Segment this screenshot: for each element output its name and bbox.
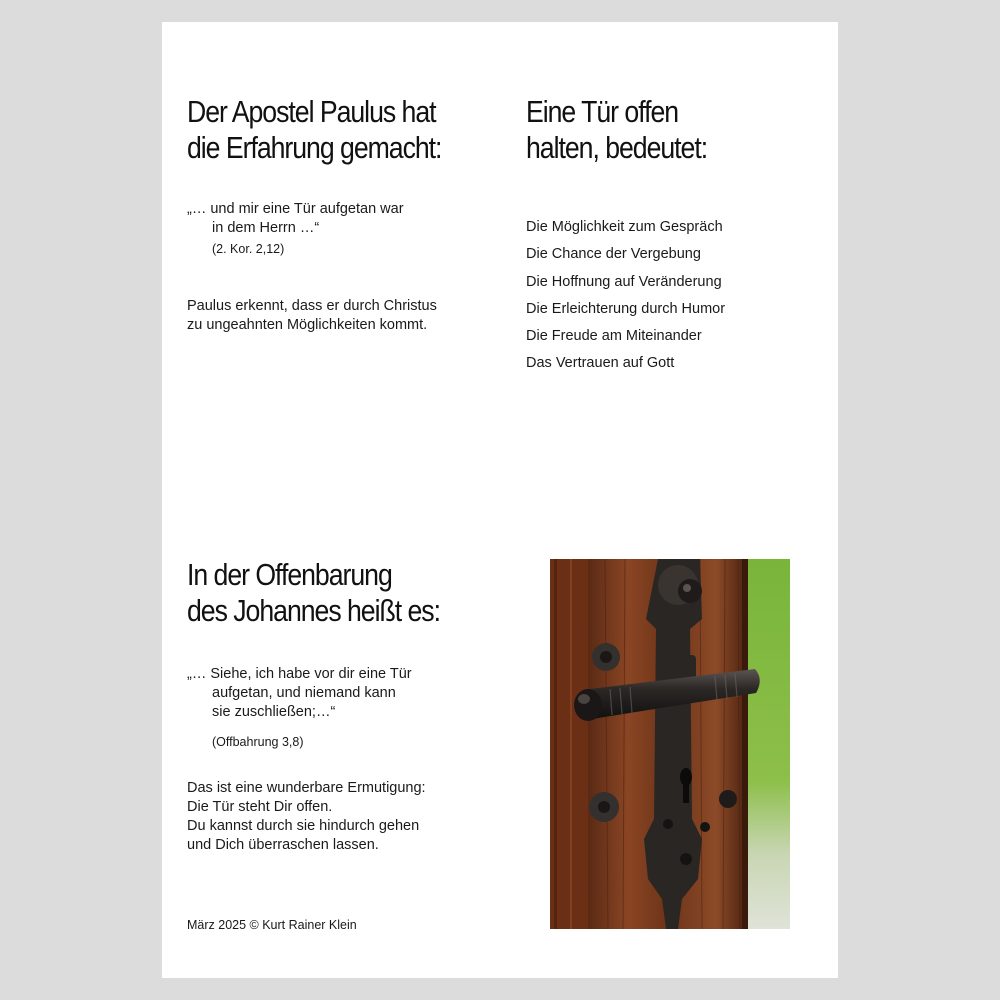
meaning-list [526, 217, 725, 381]
footer-credit: März 2025 © Kurt Rainer Klein [187, 918, 357, 932]
list-item: Die Möglichkeit zum Gespräch [526, 219, 723, 235]
door-handle-photo [550, 559, 790, 929]
door-handle-illustration [550, 559, 790, 929]
list-item: Die Chance der Vergebung [526, 246, 701, 263]
reference-kor: (2. Kor. 2,12) [212, 242, 285, 256]
document-page [162, 22, 838, 978]
heading-tuer-offen: Eine Tür offen halten, bedeutet: [526, 94, 708, 165]
quote-offenbarung: „… Siehe, ich habe vor dir eine Tür aufgetan, und niemand kann sie zuschließen;…“ [187, 666, 412, 720]
list-item: Die Hoffnung auf Veränderung [526, 273, 722, 290]
list-item: Die Erleichterung durch Humor [526, 300, 726, 317]
reference-offb: (Offbahrung 3,8) [212, 735, 304, 749]
text-ermutigung: Das ist eine wunderbare Ermutigung: Die Tür steht Dir offen. Du kannst durch sie hindurch gehen und Dich überraschen lassen. [187, 780, 426, 853]
quote-paulus: „… und mir eine Tür aufgetan war in dem Herrn …“ [187, 201, 404, 236]
list-item: Die Freude am Miteinander [526, 328, 702, 345]
text-paulus: Paulus erkennt, dass er durch Christus zu ungeahnten Möglichkeiten kommt. [187, 298, 437, 333]
list-item: Das Vertrauen auf Gott [526, 355, 675, 372]
heading-paulus: Der Apostel Paulus hat die Erfahrung gemacht: [187, 94, 442, 165]
heading-offenbarung: In der Offenbarung des Johannes heißt es: [187, 557, 440, 628]
